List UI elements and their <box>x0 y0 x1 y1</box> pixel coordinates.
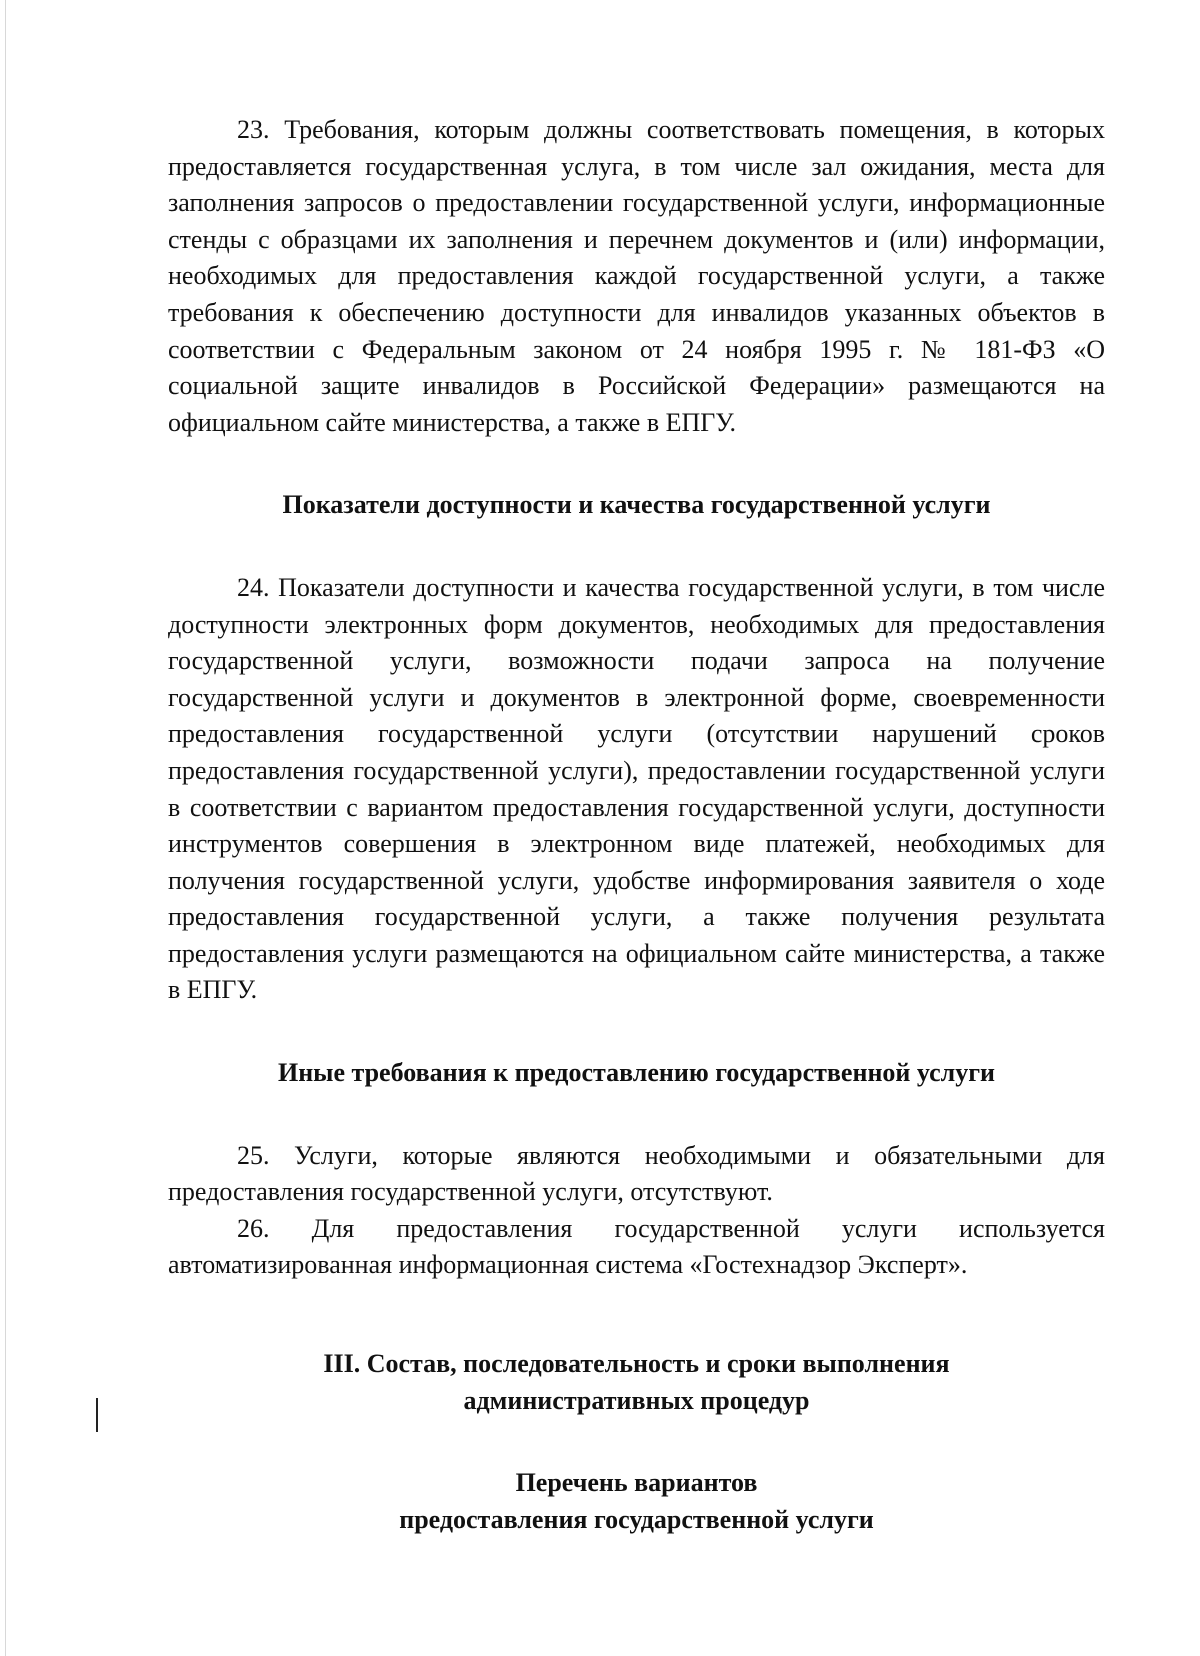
document-body <box>168 112 1105 1538</box>
scan-edge-line <box>5 0 6 1656</box>
section-3-heading-line-2: административных процедур <box>463 1385 810 1415</box>
heading-other-requirements: Иные требования к предоставлению государственной услуги <box>277 1058 996 1088</box>
section-3-heading <box>168 1346 1105 1419</box>
section-3-heading-line-1: III. Состав, последовательность и сроки выполнения <box>323 1349 950 1379</box>
variants-list-heading-line-1: Перечень вариантов <box>515 1468 758 1498</box>
paragraph-26: 26. Для предоставления государственной услуги используется автоматизированная информационная система «Гостехнадзор Эксперт». <box>168 1213 1105 1280</box>
variants-list-heading <box>168 1465 1105 1538</box>
paragraph-24: 24. Показатели доступности и качества государственной услуги, в том числе доступности электронных форм документов, необходимых для предоставления государственной услуги, возможности подачи запроса на получение государственной услуги и документов в электронной форме, своевременности предоставления государственной услуги (отсутствии нарушений сроков предоставления государственной услуги), предоставлении государственной услуги в соответствии с вариантом предоставления государственной услуги, доступности инструментов совершения в электронном виде платежей, необходимых для получения государственной услуги, удобстве информирования заявителя о ходе предоставления государственной услуги, а также получения результата предоставления услуги размещаются на официальном сайте министерства, а также в ЕПГУ. <box>168 572 1105 1005</box>
margin-mark <box>96 1398 98 1432</box>
heading-availability-quality: Показатели доступности и качества государственной услуги <box>282 490 991 520</box>
paragraph-23: 23. Требования, которым должны соответствовать помещения, в которых предоставляется государственная услуга, в том числе зал ожидания, места для заполнения запросов о предоставлении государственной услуги, информационные стенды с образцами их заполнения и перечнем документов и (или) информации, необходимых для предоставления каждой государственной услуги, а также требования к обеспечению доступности для инвалидов указанных объектов в соответствии с Федеральным законом от 24 ноября 1995 г. № 181-ФЗ «О социальной защите инвалидов в Российской Федерации» размещаются на официальном сайте министерства, а также в ЕПГУ. <box>168 115 1105 437</box>
variants-list-heading-line-2: предоставления государственной услуги <box>399 1504 874 1534</box>
paragraph-25: 25. Услуги, которые являются необходимыми и обязательными для предоставления государственной услуги, отсутствуют. <box>168 1140 1105 1207</box>
